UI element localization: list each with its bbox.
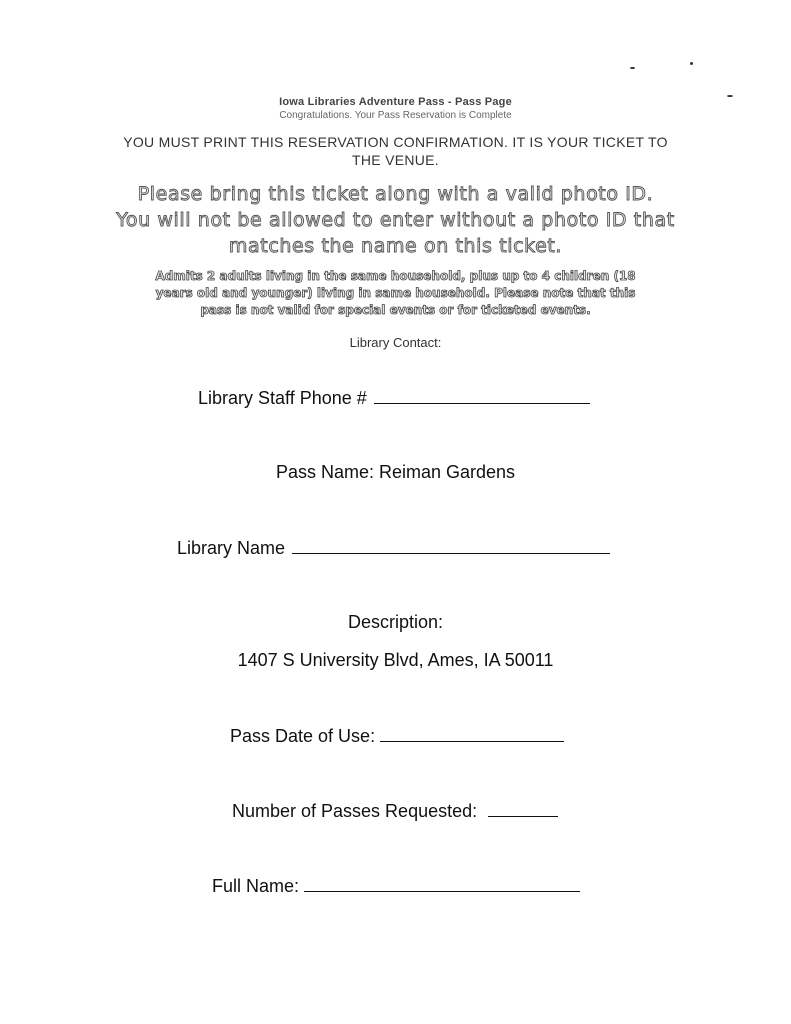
photo-id-notice [0,181,791,259]
full-name-label: Full Name: [212,876,300,896]
passes-requested-field [232,800,558,822]
scan-speck [690,62,693,65]
print-notice-line-2: THE VENUE. [351,152,439,168]
library-name-field [177,537,610,559]
library-contact-label: Library Contact: [349,335,442,350]
photo-id-line-1: Please bring this ticket along with a valid photo ID. [137,183,654,205]
header-subtitle: Congratulations. Your Pass Reservation is Complete [279,110,512,121]
pass-name: Pass Name: Reiman Gardens [275,462,516,482]
venue-address: 1407 S University Blvd, Ames, IA 50011 [237,650,554,670]
library-name-label: Library Name [177,538,286,558]
photo-id-line-3: matches the name on this ticket. [228,235,563,257]
pass-date-blank [380,725,564,742]
header-title: Iowa Libraries Adventure Pass - Pass Page [279,96,512,108]
pass-date-field [230,725,564,747]
staff-phone-label: Library Staff Phone # [198,388,367,408]
staff-phone-field [198,387,590,409]
scan-speck [630,67,635,69]
pass-date-label: Pass Date of Use: [230,726,376,746]
passes-requested-label: Number of Passes Requested: [232,801,478,821]
full-name-field [212,875,580,897]
admission-terms-line-2: years old and younger) living in same household. Please note that this [155,286,636,300]
print-notice-line-1: YOU MUST PRINT THIS RESERVATION CONFIRMATION. IT IS YOUR TICKET TO [123,134,668,150]
photo-id-line-2: You will not be allowed to enter without a photo ID that [116,209,675,231]
admission-terms-line-3: pass is not valid for special events or for ticketed events. [200,303,591,317]
admission-terms [0,268,791,319]
description-label: Description: [347,612,444,632]
passes-requested-blank [488,800,558,817]
staff-phone-blank [374,387,590,404]
print-notice [0,133,791,169]
admission-terms-line-1: Admits 2 adults living in the same household, plus up to 4 children (18 [155,269,636,283]
full-name-blank [304,875,580,892]
library-name-blank [292,537,610,554]
